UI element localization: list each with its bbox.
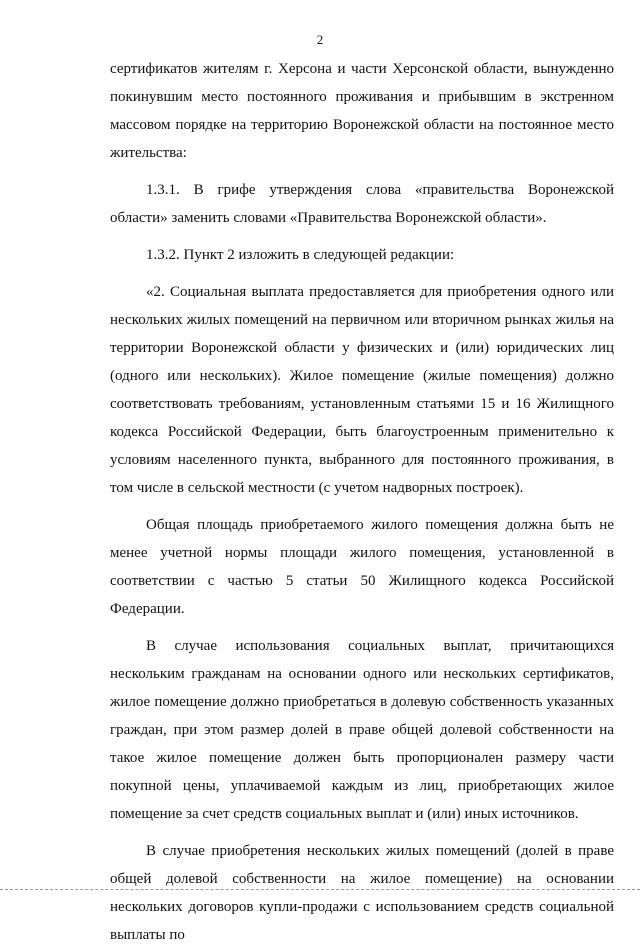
paragraph-clause-2: «2. Социальная выплата предоставляется для приобретения одного или нескольких жилых помещений на первичном или вторичном рынках жилья на территории Воронежской области у физических и (или) юридических лиц (одного или нескольких). Жилое помещение (жилые помещения) должно соответствовать требованиям, установленным статьями 15 и 16 Жилищного кодекса Российской Федерации, быть благоустроенным применительно к условиям населенного пункта, выбранного для постоянного проживания, в том числе в сельской местности (с учетом надворных построек). [110, 284, 614, 496]
page-number: 2 [316, 32, 324, 47]
page-bottom-divider [0, 889, 640, 890]
paragraph-1-3-2: 1.3.2. Пункт 2 изложить в следующей редакции: [146, 247, 455, 263]
paragraph-multiple-premises: В случае приобретения нескольких жилых помещений (долей в праве общей долевой собственности на жилое помещение) на основании нескольких договоров купли-продажи с использованием средств социальной выплаты по [110, 843, 614, 943]
paragraph-shared-ownership: В случае использования социальных выплат, причитающихся нескольким гражданам на основании одного или нескольких сертификатов, жилое помещение должно приобретаться в долевую собственность указанных граждан, при этом размер долей в праве общей долевой собственности на такое жилое помещение должен быть пропорционален размеру части покупной цены, уплачиваемой каждым из лиц, приобретающих жилое помещение за счет средств социальных выплат и (или) иных источников. [110, 638, 614, 822]
paragraph-1-3-1: 1.3.1. В грифе утверждения слова «правительства Воронежской области» заменить словами «Правительства Воронежской области». [110, 182, 614, 226]
paragraph-continuation: сертификатов жителям г. Херсона и части Херсонской области, вынужденно покинувшим место постоянного проживания и прибывшим в экстренном массовом порядке на территорию Воронежской области на постоянное место жительства: [110, 61, 614, 161]
paragraph-total-area: Общая площадь приобретаемого жилого помещения должна быть не менее учетной нормы площади жилого помещения, установленной в соответствии с частью 5 статьи 50 Жилищного кодекса Российской Федерации. [110, 517, 614, 617]
document-body [110, 55, 614, 949]
